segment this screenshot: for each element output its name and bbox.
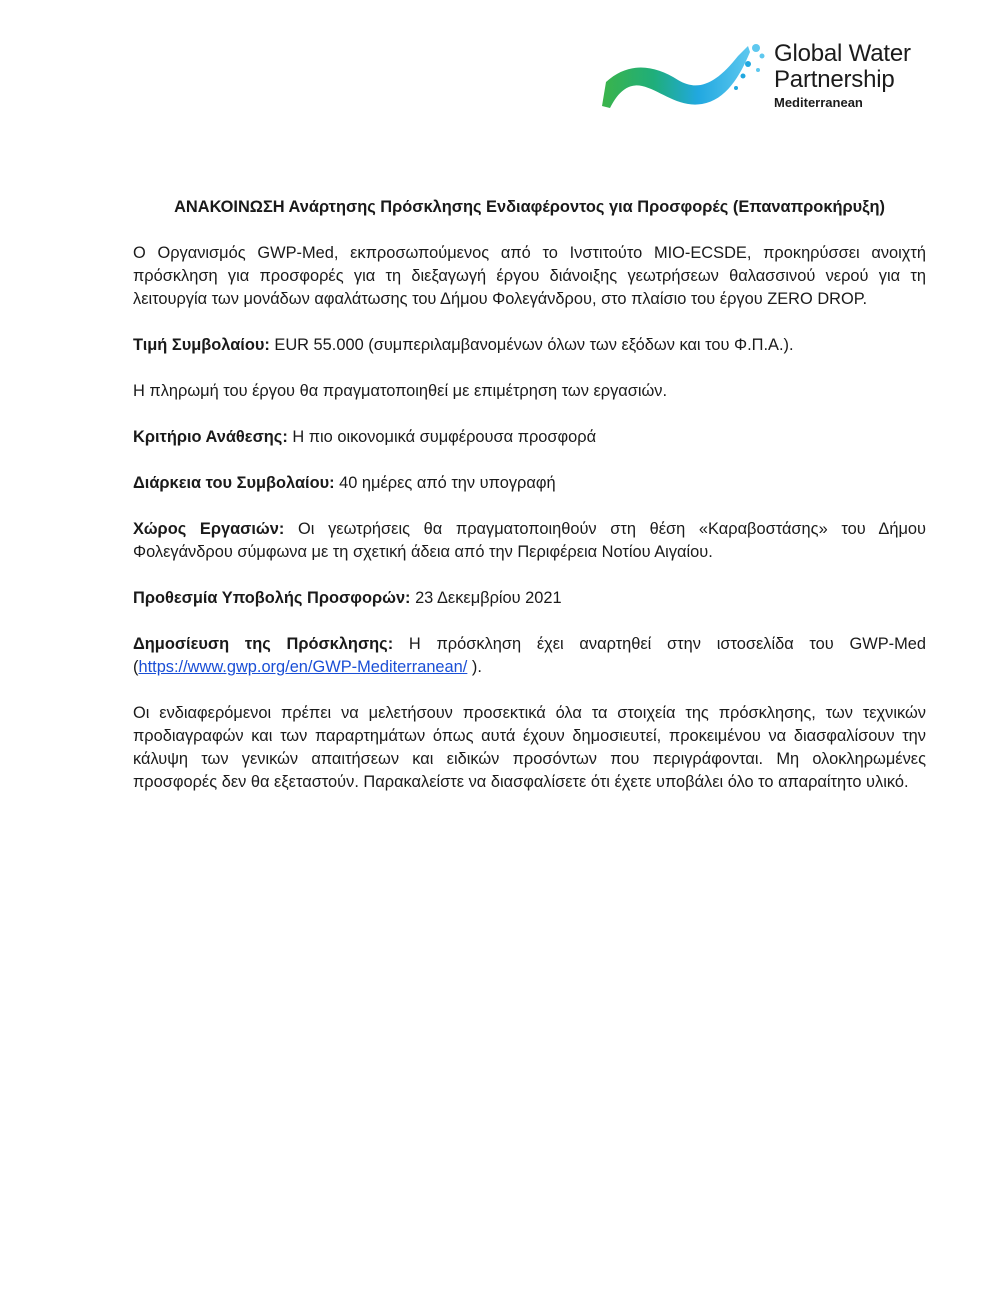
announcement-title: ΑΝΑΚΟΙΝΩΣΗ Ανάρτησης Πρόσκλησης Ενδιαφέροντος για Προσφορές (Επαναπροκήρυξη) [174, 198, 885, 216]
award-criterion-paragraph [133, 426, 926, 449]
work-site-label: Χώρος Εργασιών: [133, 520, 285, 538]
payment-paragraph: Η πληρωμή του έργου θα πραγματοποιηθεί με επιμέτρηση των εργασιών. [133, 382, 668, 400]
intro-paragraph: Ο Οργανισμός GWP-Med, εκπροσωπούμενος από το Ινστιτούτο MIO-ECSDE, προκηρύσσει ανοιχτή πρόσκληση για προσφορές για τη διεξαγωγή έργου διάνοιξης γεωτρήσεων θαλασσινού νερού για τη λειτουργία των μονάδων αφαλάτωσης του Δήμου Φολεγάνδρου, στο πλαίσιο του έργου ZERO DROP. [133, 244, 926, 308]
logo-line-mediterranean: Mediterranean [774, 95, 863, 110]
contract-duration-value: 40 ημέρες από την υπογραφή [334, 474, 556, 492]
closing-paragraph: Οι ενδιαφερόμενοι πρέπει να μελετήσουν προσεκτικά όλα τα στοιχεία της πρόσκλησης, των τεχνικών προδιαγραφών και των παραρτημάτων όπως αυτά έχουν δημοσιευτεί, προκειμένου να διασφαλίσουν την κάλυψη των γενικών απαιτήσεων και ειδικών προσόντων που περιγράφονται. Μη ολοκληρωμένες προσφορές δεν θα εξεταστούν. Παρακαλείστε να διασφαλίσετε ότι έχετε υποβάλει όλο το απαραίτητο υλικό. [133, 704, 926, 791]
logo-wordmark [774, 42, 911, 109]
deadline-label: Προθεσμία Υποβολής Προσφορών: [133, 589, 411, 607]
contract-duration-label: Διάρκεια του Συμβολαίου: [133, 474, 335, 492]
contract-price-paragraph [133, 334, 926, 357]
work-site-paragraph [133, 518, 926, 564]
announcement-body [133, 196, 926, 817]
award-criterion-label: Κριτήριο Ανάθεσης: [133, 428, 288, 446]
contract-price-value: EUR 55.000 (συμπεριλαμβανομένων όλων των εξόδων και του Φ.Π.Α.). [269, 336, 794, 354]
publication-label: Δημοσίευση της Πρόσκλησης: [133, 635, 394, 653]
work-site-value: Οι γεωτρήσεις θα πραγματοποιηθούν στη θέση «Καραβοστάσης» του Δήμου Φολεγάνδρου σύμφωνα με τη σχετική άδεια από την Περιφέρεια Νοτίου Αιγαίου. [133, 520, 927, 561]
deadline-paragraph [133, 587, 926, 610]
publication-value: Η πρόσκληση έχει αναρτηθεί στην ιστοσελίδα του GWP-Med ( [133, 635, 926, 676]
water-wave-icon [598, 42, 770, 114]
award-criterion-value: Η πιο οικονομικά συμφέρουσα προσφορά [287, 428, 597, 446]
gwp-med-website-link[interactable]: https://www.gwp.org/en/GWP-Mediterranean/ [138, 658, 468, 676]
publication-paragraph [133, 633, 926, 679]
gwp-med-logo [598, 36, 928, 126]
logo-line-global-water: Global Water [774, 40, 911, 67]
logo-line-partnership: Partnership [774, 66, 895, 93]
contract-duration-paragraph [133, 472, 926, 495]
contract-price-label: Τιμή Συμβολαίου: [133, 336, 270, 354]
deadline-value: 23 Δεκεμβρίου 2021 [410, 589, 562, 607]
publication-end: ). [467, 658, 482, 676]
